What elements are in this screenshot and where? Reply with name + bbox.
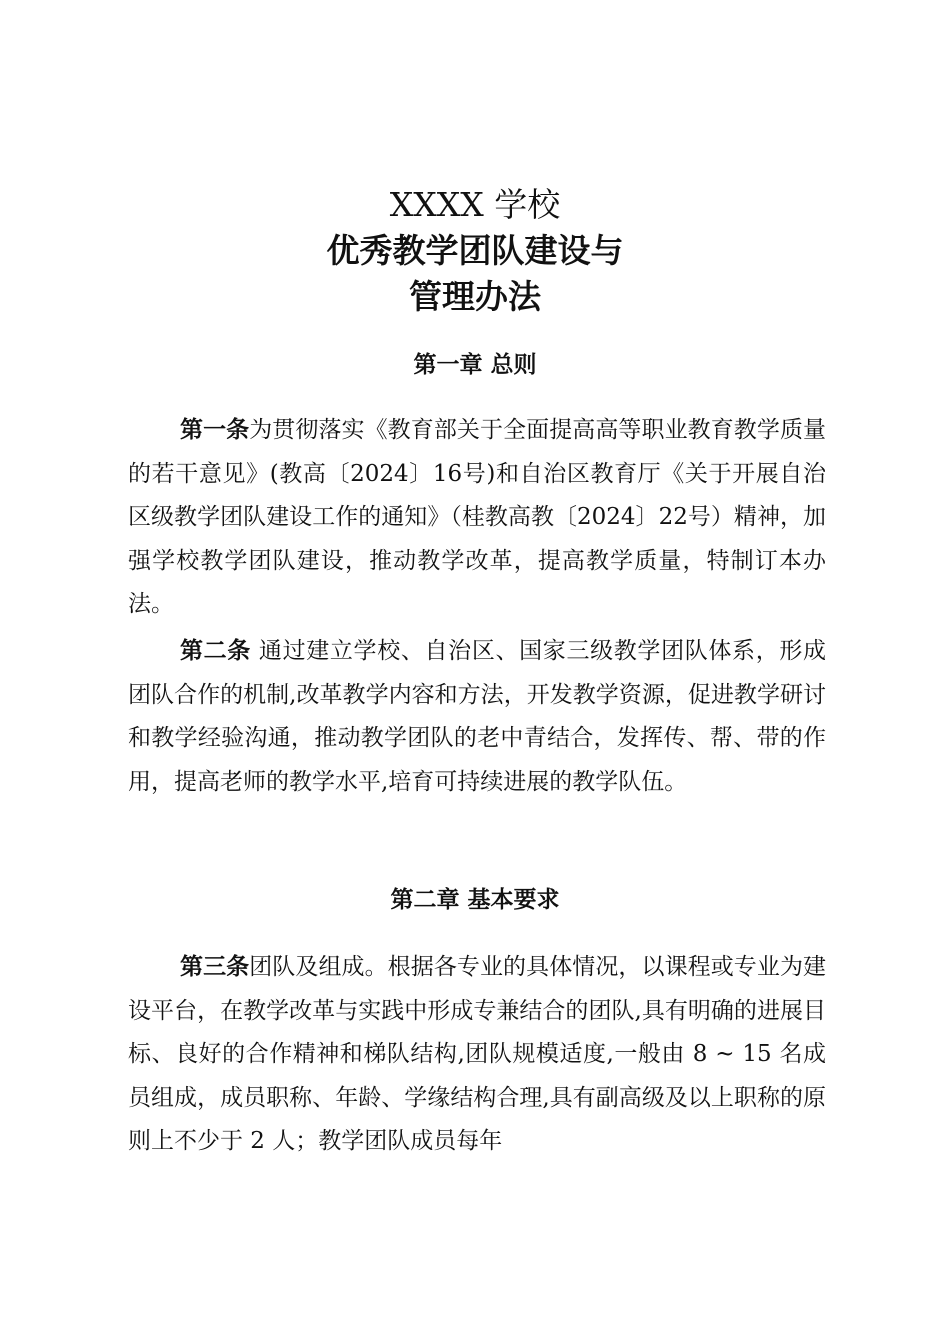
article-2-label: 第二条 [180,638,251,664]
article-1-text: 为贯彻落实《教育部关于全面提高高等职业教育教学质量的若干意见》(教高〔2024〕16号)和自治区教育厅《关于开展自治区级教学团队建设工作的通知》（桂教高教〔2024〕22号）精神，加强学校教学团队建设，推动教学改革，提高教学质量，特制订本办法。 [128,417,827,617]
title-line-school: XXXX 学校 [389,185,561,224]
article-3-label: 第三条 [180,954,250,980]
chapter-heading-1: 第一章 总则 [413,352,537,378]
article-3 [128,946,826,1164]
title-line-sub: 管理办法 [409,277,541,316]
article-2 [128,630,826,804]
chapter-heading-2: 第二章 基本要求 [390,887,560,913]
title-line-main: 优秀教学团队建设与 [326,231,624,270]
article-1-label: 第一条 [180,417,250,443]
article-1 [128,409,826,627]
article-3-text: 团队及组成。根据各专业的具体情况，以课程或专业为建设平台，在教学改革与实践中形成专兼结合的团队,具有明确的进展目标、良好的合作精神和梯队结构,团队规模适度,一般由 8 ~ 15 名成员组成，成员职称、年龄、学缘结构合理,具有副高级及以上职称的原则上不少于 2 人；教学团队成员每年 [128,954,827,1154]
article-2-text: 通过建立学校、自治区、国家三级教学团队体系，形成团队合作的机制,改革教学内容和方法，开发教学资源，促进教学研讨和教学经验沟通，推动教学团队的老中青结合，发挥传、帮、带的作用，提高老师的教学水平,培育可持续进展的教学队伍。 [128,638,827,795]
document-title [0,182,950,320]
